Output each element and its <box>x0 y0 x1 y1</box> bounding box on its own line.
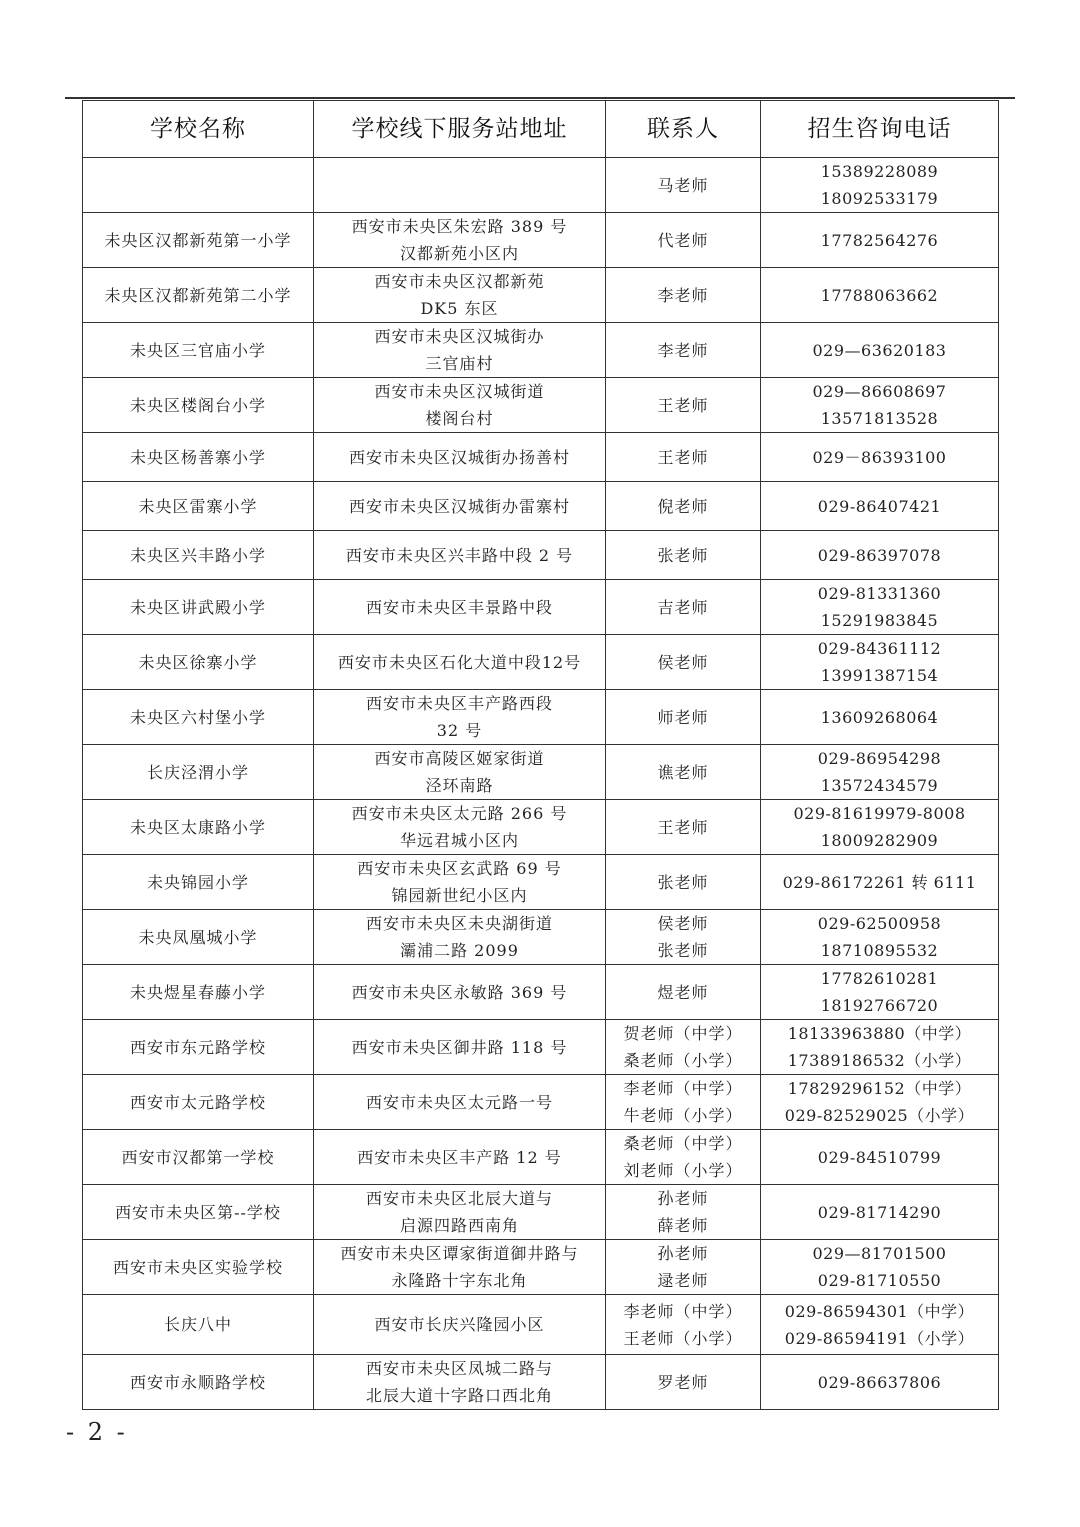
contact-cell <box>606 378 761 433</box>
contact-cell <box>606 635 761 690</box>
table-row <box>83 855 999 910</box>
school-name-cell <box>83 531 314 580</box>
table-row <box>83 580 999 635</box>
contact-cell <box>606 1355 761 1410</box>
school-name-cell <box>83 1130 314 1185</box>
contact-line: 张老师 <box>657 872 709 892</box>
phone-line: 029-81331360 <box>817 584 942 603</box>
phone-line: 029-86594191（小学） <box>784 1328 975 1348</box>
address-cell <box>314 1240 606 1295</box>
school-name-cell <box>83 213 314 268</box>
school-name-line: 未央区雷寨小学 <box>138 496 258 516</box>
address-cell <box>314 482 606 531</box>
phone-cell <box>761 531 999 580</box>
phone-cell <box>761 1020 999 1075</box>
contact-cell <box>606 213 761 268</box>
phone-cell <box>761 690 999 745</box>
address-line: 启源四路西南角 <box>399 1216 519 1235</box>
school-name-cell <box>83 433 314 482</box>
contact-line: 煜老师 <box>657 982 709 1002</box>
phone-line: 18710895532 <box>820 941 939 960</box>
phone-cell <box>761 1075 999 1130</box>
school-name-line: 长庆八中 <box>163 1315 232 1334</box>
contact-line: 王老师 <box>657 395 709 415</box>
address-cell <box>314 1185 606 1240</box>
contact-line: 王老师（小学） <box>623 1328 743 1348</box>
table-row <box>83 1075 999 1130</box>
address-cell <box>314 800 606 855</box>
address-line: 西安市未央区太元路一号 <box>365 1092 553 1112</box>
address-cell <box>314 965 606 1020</box>
phone-line: 13572434579 <box>820 776 939 795</box>
address-line: 西安市未央区石化大道中段12号 <box>337 652 582 672</box>
phone-line: 13571813528 <box>820 409 939 428</box>
school-name-line: 西安市汉都第一学校 <box>121 1147 275 1167</box>
address-line: 西安市未央区兴丰路中段 2 号 <box>345 545 574 565</box>
school-name-line: 长庆泾渭小学 <box>146 762 249 782</box>
phone-line: 15291983845 <box>820 611 939 630</box>
phone-cell <box>761 213 999 268</box>
phone-line: 029－86393100 <box>812 447 947 467</box>
phone-cell <box>761 580 999 635</box>
address-line: 泾环南路 <box>425 776 494 795</box>
phone-line: 029-82529025（小学） <box>784 1106 975 1125</box>
table-row <box>83 635 999 690</box>
address-line: 西安市未央区汉城街道 <box>374 382 545 401</box>
phone-cell <box>761 323 999 378</box>
address-line: 西安市未央区太元路 266 号 <box>351 804 568 823</box>
table-row <box>83 1130 999 1185</box>
contact-line: 孙老师 <box>657 1244 709 1263</box>
address-line: 北辰大道十字路口西北角 <box>365 1386 553 1405</box>
address-line: 灞浦二路 2099 <box>400 941 519 960</box>
phone-cell <box>761 482 999 531</box>
address-line: 西安市未央区北辰大道与 <box>365 1189 553 1208</box>
address-cell <box>314 690 606 745</box>
phone-line: 13991387154 <box>820 666 939 685</box>
phone-cell <box>761 378 999 433</box>
address-line: 32 号 <box>436 721 483 740</box>
address-cell <box>314 855 606 910</box>
school-name-cell <box>83 635 314 690</box>
phone-line: 029-81714290 <box>817 1202 942 1222</box>
phone-line: 029-86407421 <box>817 496 942 516</box>
school-name-line: 西安市未央区第--学校 <box>115 1202 281 1222</box>
address-cell <box>314 213 606 268</box>
contact-cell <box>606 910 761 965</box>
table-row <box>83 1355 999 1410</box>
table-row <box>83 158 999 213</box>
contact-cell <box>606 1185 761 1240</box>
table-row <box>83 1185 999 1240</box>
contact-cell <box>606 745 761 800</box>
phone-cell <box>761 745 999 800</box>
address-cell <box>314 378 606 433</box>
contact-cell <box>606 855 761 910</box>
address-cell <box>314 531 606 580</box>
phone-line: 029-86172261 转 6111 <box>782 872 977 892</box>
school-name-line: 未央煜星春藤小学 <box>129 982 266 1002</box>
phone-cell <box>761 433 999 482</box>
contact-line: 桑老师（中学） <box>623 1134 743 1153</box>
school-name-cell <box>83 378 314 433</box>
table-row <box>83 482 999 531</box>
header-school-name: 学校名称 <box>83 101 314 158</box>
table-row <box>83 1020 999 1075</box>
school-name-line: 未央区六村堡小学 <box>129 707 266 727</box>
contact-line: 张老师 <box>657 545 709 565</box>
phone-cell <box>761 855 999 910</box>
school-name-cell <box>83 323 314 378</box>
address-line: 西安市未央区谭家街道御井路与 <box>340 1244 579 1263</box>
phone-cell <box>761 1355 999 1410</box>
phone-line: 029-81619979-8008 <box>793 804 966 823</box>
contact-cell <box>606 580 761 635</box>
table-row <box>83 213 999 268</box>
phone-cell <box>761 1295 999 1355</box>
school-name-line: 未央区楼阁台小学 <box>129 395 266 415</box>
table-row <box>83 800 999 855</box>
phone-line: 17788063662 <box>820 285 939 305</box>
contact-cell <box>606 800 761 855</box>
phone-line: 17782610281 <box>820 969 939 988</box>
school-name-cell <box>83 268 314 323</box>
contact-cell <box>606 268 761 323</box>
phone-line: 17829296152（中学） <box>787 1079 972 1098</box>
contact-cell <box>606 482 761 531</box>
address-line: 西安市未央区丰产路 12 号 <box>357 1147 562 1167</box>
school-name-line: 未央区汉都新苑第二小学 <box>104 285 292 305</box>
phone-cell <box>761 158 999 213</box>
address-line: 汉都新苑小区内 <box>399 244 519 263</box>
phone-line: 18009282909 <box>820 831 939 850</box>
page-number: - 2 - <box>66 1418 128 1446</box>
phone-cell <box>761 635 999 690</box>
contact-line: 罗老师 <box>657 1372 709 1392</box>
phone-cell <box>761 965 999 1020</box>
address-cell <box>314 745 606 800</box>
contact-line: 贺老师（中学） <box>623 1024 743 1043</box>
contact-cell <box>606 531 761 580</box>
school-name-cell <box>83 745 314 800</box>
phone-cell <box>761 800 999 855</box>
address-line: 西安市未央区汉城街办扬善村 <box>348 447 570 467</box>
table-row <box>83 378 999 433</box>
contact-cell <box>606 1295 761 1355</box>
school-name-cell <box>83 1185 314 1240</box>
contact-cell <box>606 690 761 745</box>
contact-line: 谯老师 <box>657 762 709 782</box>
contact-cell <box>606 1130 761 1185</box>
address-line: 西安市未央区永敏路 369 号 <box>351 982 568 1002</box>
table-row <box>83 745 999 800</box>
school-name-cell <box>83 1075 314 1130</box>
phone-line: 029-86954298 <box>817 749 942 768</box>
phone-line: 029-81710550 <box>817 1271 942 1290</box>
address-cell <box>314 323 606 378</box>
school-name-cell <box>83 1355 314 1410</box>
address-line: 华远君城小区内 <box>399 831 519 850</box>
address-line: 西安市未央区丰产路西段 <box>365 694 553 713</box>
address-cell <box>314 158 606 213</box>
phone-line: 029-84361112 <box>817 639 942 658</box>
phone-cell <box>761 1240 999 1295</box>
header-address: 学校线下服务站地址 <box>314 101 606 158</box>
school-name-cell <box>83 158 314 213</box>
phone-line: 18133963880（中学） <box>787 1024 972 1043</box>
contact-line: 吉老师 <box>657 597 709 617</box>
contact-line: 逯老师 <box>657 1271 709 1290</box>
school-name-cell <box>83 482 314 531</box>
address-line: 楼阁台村 <box>425 409 494 428</box>
contact-line: 王老师 <box>657 447 709 467</box>
address-cell <box>314 910 606 965</box>
phone-line: 18092533179 <box>820 189 939 208</box>
address-cell <box>314 635 606 690</box>
address-line: 三官庙村 <box>425 354 494 373</box>
contact-line: 侯老师 <box>657 914 709 933</box>
phone-line: 029-86594301（中学） <box>784 1301 975 1321</box>
contact-line: 孙老师 <box>657 1189 709 1208</box>
school-name-cell <box>83 690 314 745</box>
contact-line: 马老师 <box>657 175 709 195</box>
school-name-cell <box>83 580 314 635</box>
contact-line: 李老师 <box>657 340 709 360</box>
phone-line: 17782564276 <box>820 230 939 250</box>
contact-cell <box>606 323 761 378</box>
contact-line: 牛老师（小学） <box>623 1106 743 1125</box>
address-cell <box>314 580 606 635</box>
school-name-line: 未央区杨善寨小学 <box>129 447 266 467</box>
school-name-cell <box>83 855 314 910</box>
phone-line: 13609268064 <box>820 707 939 727</box>
contact-line: 李老师（中学） <box>623 1301 743 1321</box>
school-name-cell <box>83 965 314 1020</box>
address-cell <box>314 268 606 323</box>
phone-line: 029-62500958 <box>817 914 942 933</box>
contact-line: 师老师 <box>657 707 709 727</box>
contact-line: 李老师 <box>657 285 709 305</box>
phone-cell <box>761 910 999 965</box>
address-line: DK5 东区 <box>420 299 499 318</box>
phone-line: 029-86397078 <box>817 545 942 565</box>
header-contact: 联系人 <box>606 101 761 158</box>
address-line: 西安市未央区凤城二路与 <box>365 1359 553 1378</box>
table-row <box>83 965 999 1020</box>
school-name-line: 未央锦园小学 <box>146 872 249 892</box>
address-cell <box>314 1355 606 1410</box>
school-name-line: 西安市永顺路学校 <box>129 1372 266 1392</box>
table-row <box>83 433 999 482</box>
address-line: 锦园新世纪小区内 <box>391 886 528 905</box>
phone-line: 029—81701500 <box>812 1244 947 1263</box>
contact-cell <box>606 1240 761 1295</box>
contact-line: 张老师 <box>657 941 709 960</box>
address-cell <box>314 1130 606 1185</box>
table-body <box>83 158 999 1410</box>
school-name-line: 西安市未央区实验学校 <box>112 1257 283 1277</box>
school-contact-table <box>82 100 999 1410</box>
address-line: 西安市未央区朱宏路 389 号 <box>351 217 568 236</box>
table-row <box>83 910 999 965</box>
address-line: 西安市未央区玄武路 69 号 <box>357 859 562 878</box>
table-row <box>83 268 999 323</box>
phone-cell <box>761 1130 999 1185</box>
address-line: 西安市未央区丰景路中段 <box>365 597 553 617</box>
address-line: 西安市未央区汉城街办雷寨村 <box>348 496 570 516</box>
table-row <box>83 690 999 745</box>
address-cell <box>314 1075 606 1130</box>
address-cell <box>314 1020 606 1075</box>
address-cell <box>314 433 606 482</box>
phone-line: 029—86608697 <box>812 382 947 401</box>
school-name-cell <box>83 1240 314 1295</box>
school-name-line: 未央区徐寨小学 <box>138 652 258 672</box>
phone-cell <box>761 1185 999 1240</box>
table-row <box>83 1240 999 1295</box>
address-line: 西安市未央区汉城街办 <box>374 327 545 346</box>
contact-line: 李老师（中学） <box>623 1079 743 1098</box>
table-row <box>83 1295 999 1355</box>
school-name-cell <box>83 910 314 965</box>
school-name-line: 未央区汉都新苑第一小学 <box>104 230 292 250</box>
school-name-line: 未央区兴丰路小学 <box>129 545 266 565</box>
phone-line: 029-84510799 <box>817 1147 942 1167</box>
phone-line: 029-86637806 <box>817 1372 942 1392</box>
contact-line: 桑老师（小学） <box>623 1051 743 1070</box>
phone-line: 15389228089 <box>820 162 939 181</box>
school-name-line: 西安市东元路学校 <box>129 1037 266 1057</box>
table-row <box>83 323 999 378</box>
phone-line: 18192766720 <box>820 996 939 1015</box>
contact-line: 刘老师（小学） <box>623 1161 743 1180</box>
address-line: 永隆路十字东北角 <box>391 1271 528 1290</box>
address-line: 西安市高陵区姬家街道 <box>374 749 545 768</box>
contact-line: 侯老师 <box>657 652 709 672</box>
contact-cell <box>606 1075 761 1130</box>
phone-cell <box>761 268 999 323</box>
school-name-line: 未央凤凰城小学 <box>138 927 258 947</box>
table-header-row <box>83 101 999 158</box>
address-cell <box>314 1295 606 1355</box>
address-line: 西安市未央区未央湖街道 <box>365 914 553 933</box>
phone-line: 029—63620183 <box>812 340 947 360</box>
address-line: 西安市长庆兴隆园小区 <box>374 1315 545 1334</box>
phone-line: 17389186532（小学） <box>787 1051 972 1070</box>
school-name-line: 未央区三官庙小学 <box>129 340 266 360</box>
school-name-cell <box>83 800 314 855</box>
contact-cell <box>606 965 761 1020</box>
address-line: 西安市未央区汉都新苑 <box>374 272 545 291</box>
address-line: 西安市未央区御井路 118 号 <box>351 1037 568 1057</box>
contact-line: 薛老师 <box>657 1216 709 1235</box>
school-name-cell <box>83 1020 314 1075</box>
table-row <box>83 531 999 580</box>
school-name-line: 西安市太元路学校 <box>129 1092 266 1112</box>
school-name-line: 未央区讲武殿小学 <box>129 597 266 617</box>
school-name-line: 未央区太康路小学 <box>129 817 266 837</box>
top-rule <box>65 97 1015 99</box>
contact-line: 王老师 <box>657 817 709 837</box>
header-phone: 招生咨询电话 <box>761 101 999 158</box>
contact-line: 倪老师 <box>657 496 709 516</box>
contact-line: 代老师 <box>657 230 709 250</box>
contact-cell <box>606 1020 761 1075</box>
contact-cell <box>606 433 761 482</box>
school-name-cell <box>83 1295 314 1355</box>
contact-cell <box>606 158 761 213</box>
